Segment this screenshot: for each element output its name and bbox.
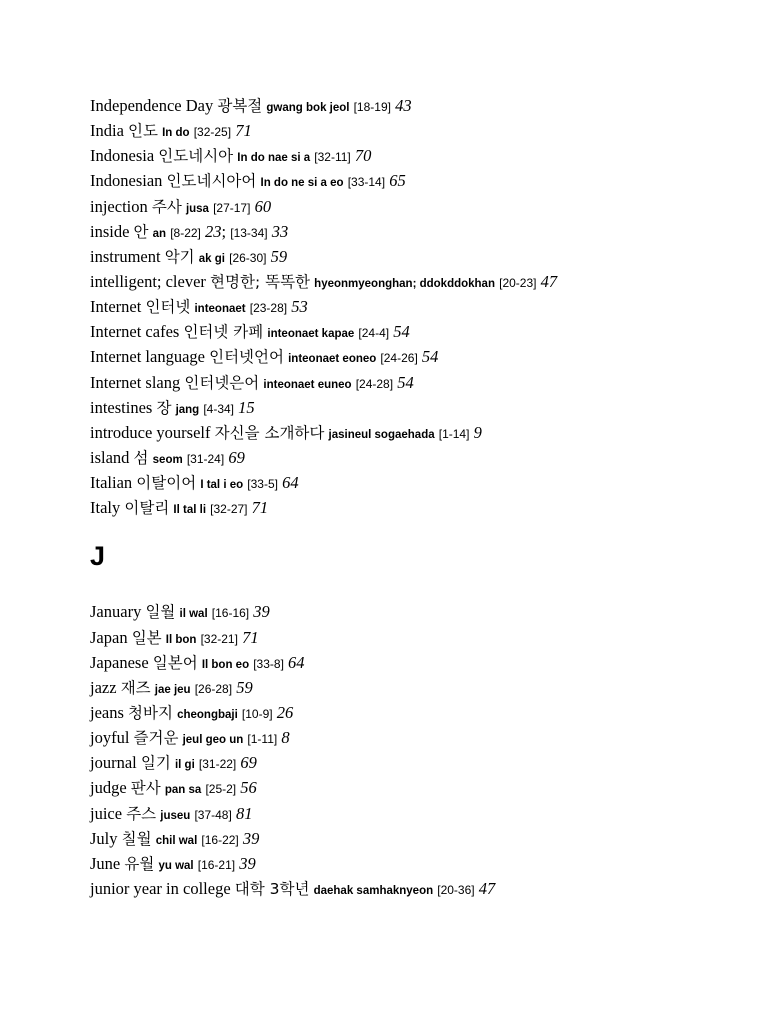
- page-number: 71: [235, 121, 252, 141]
- glossary-entry: [90, 750, 750, 775]
- glossary-entry: [90, 775, 750, 800]
- english-term: juice: [90, 803, 123, 823]
- page-number: 60: [254, 196, 272, 216]
- english-term: Italy: [90, 498, 121, 518]
- korean-term: 인터넷 카페: [183, 323, 264, 342]
- page-number: 54: [421, 347, 439, 367]
- glossary-entry: [90, 675, 750, 700]
- romanization: yu wal: [158, 859, 194, 872]
- lesson-reference: [32-11]: [314, 150, 351, 165]
- english-term: Japan: [90, 627, 128, 647]
- romanization: gwang bok jeol: [266, 102, 350, 114]
- glossary-entry: [90, 470, 750, 495]
- korean-term: 섬: [133, 448, 149, 467]
- romanization: inteonaet euneo: [263, 378, 352, 391]
- english-term: joyful: [90, 728, 130, 748]
- lesson-reference: [27-17]: [213, 200, 251, 215]
- korean-term: 자신을 소개하다: [214, 423, 325, 442]
- english-term: July: [90, 828, 118, 848]
- glossary-entry: [90, 244, 750, 269]
- section-i-entries: [90, 93, 750, 520]
- glossary-entry: [90, 420, 750, 445]
- english-term: Internet slang: [90, 372, 181, 392]
- glossary-entry: [90, 93, 750, 118]
- section-letter-heading: J: [90, 541, 106, 572]
- english-term: inside: [90, 221, 130, 241]
- lesson-reference: [26-30]: [229, 250, 267, 265]
- page-number: 71: [251, 498, 269, 518]
- korean-term: 판사: [130, 779, 161, 798]
- romanization: I tal i eo: [200, 479, 244, 492]
- korean-term: 주스: [126, 804, 157, 823]
- romanization: inteonaet: [194, 303, 246, 316]
- page-number: 39: [239, 853, 256, 873]
- english-term: instrument: [90, 246, 161, 266]
- romanization: chil wal: [155, 834, 198, 847]
- english-term: injection: [90, 196, 148, 216]
- lesson-reference: [20-36]: [437, 882, 475, 897]
- korean-term: 악기: [164, 247, 195, 266]
- glossary-entry: [90, 445, 750, 470]
- separator: ;: [221, 221, 227, 241]
- page-number: 39: [242, 828, 260, 848]
- section-j-entries: [90, 599, 750, 901]
- page-number: 71: [242, 627, 259, 647]
- page-number: 54: [397, 372, 414, 392]
- lesson-reference: [24-26]: [380, 351, 418, 366]
- korean-term: 일월: [145, 603, 176, 622]
- romanization: jae jeu: [154, 683, 191, 696]
- lesson-reference: [24-28]: [355, 376, 394, 391]
- english-term: judge: [90, 778, 127, 798]
- glossary-entry: [90, 269, 750, 294]
- glossary-entry: [90, 650, 750, 675]
- page-number: 64: [288, 652, 305, 672]
- english-term: jeans: [90, 702, 124, 722]
- glossary-entry: [90, 194, 750, 219]
- lesson-reference: [10-9]: [241, 706, 273, 721]
- lesson-reference: [24-4]: [358, 326, 390, 341]
- romanization: In do: [162, 127, 190, 140]
- page-number: 53: [291, 297, 308, 317]
- romanization: jusa: [185, 202, 209, 215]
- romanization: jang: [175, 403, 200, 416]
- english-term: Indonesia: [90, 146, 155, 166]
- english-term: junior year in college: [90, 878, 231, 898]
- romanization: seom: [152, 453, 183, 466]
- romanization: inteonaet eoneo: [288, 353, 377, 366]
- lesson-reference: [1-11]: [247, 732, 278, 747]
- romanization: Il bon: [165, 633, 197, 646]
- korean-term: 인터넷은어: [184, 373, 260, 392]
- glossary-page: [90, 93, 750, 901]
- glossary-entry: [90, 118, 750, 143]
- page-number: 70: [354, 146, 372, 166]
- lesson-reference: [31-24]: [186, 451, 225, 466]
- glossary-entry: [90, 294, 750, 319]
- page-number: 9: [473, 422, 482, 442]
- lesson-reference: [31-22]: [198, 757, 237, 772]
- korean-term: 인도네시아: [158, 147, 234, 166]
- romanization: an: [152, 227, 167, 240]
- romanization: jeul geo un: [182, 734, 244, 747]
- lesson-reference: [25-2]: [205, 782, 237, 797]
- korean-term: 장: [156, 398, 172, 417]
- korean-term: 유월: [124, 854, 155, 873]
- glossary-entry: [90, 876, 750, 901]
- romanization: jasineul sogaehada: [328, 428, 435, 441]
- romanization: ak gi: [198, 252, 225, 265]
- page-number: 39: [253, 602, 270, 622]
- korean-term: 이탈이어: [136, 474, 197, 493]
- romanization: il gi: [174, 759, 195, 772]
- page-number: 54: [393, 322, 410, 342]
- lesson-reference: [32-21]: [200, 631, 238, 646]
- page-number: 81: [235, 803, 253, 823]
- glossary-entry: [90, 395, 750, 420]
- korean-term: 칠월: [121, 829, 152, 848]
- glossary-entry: [90, 495, 750, 520]
- english-term: June: [90, 853, 121, 873]
- korean-term: 즐거운: [133, 729, 179, 748]
- korean-term: 이탈리: [124, 499, 170, 518]
- english-term: island: [90, 447, 130, 467]
- lesson-reference: [20-23]: [499, 275, 537, 290]
- lesson-reference: [1-14]: [438, 426, 470, 441]
- page-number: 47: [540, 271, 558, 291]
- english-term: introduce yourself: [90, 422, 211, 442]
- glossary-entry: [90, 725, 750, 750]
- lesson-reference: [32-27]: [210, 502, 248, 517]
- lesson-reference: [13-34]: [230, 225, 268, 240]
- korean-term: 현명한; 똑똑한: [210, 272, 311, 291]
- english-term: intestines: [90, 397, 153, 417]
- korean-term: 광복절: [217, 97, 263, 115]
- english-term: Internet cafes: [90, 322, 180, 342]
- lesson-reference: [16-21]: [197, 857, 236, 872]
- glossary-entry: [90, 700, 750, 725]
- romanization: Il tal li: [173, 504, 207, 517]
- english-term: Internet language: [90, 347, 205, 367]
- english-term: India: [90, 121, 124, 141]
- korean-term: 일본: [131, 628, 162, 647]
- korean-term: 안: [133, 222, 149, 241]
- lesson-reference: [33-14]: [347, 175, 386, 190]
- glossary-entry: [90, 826, 750, 851]
- page-number: 15: [238, 397, 255, 417]
- glossary-entry: [90, 319, 750, 344]
- romanization: In do nae si a: [237, 152, 311, 165]
- korean-term: 일본어: [152, 653, 198, 672]
- page-number: 47: [478, 878, 496, 898]
- lesson-reference: [33-8]: [253, 656, 284, 671]
- lesson-reference: [26-28]: [194, 681, 233, 696]
- glossary-entry: [90, 168, 750, 193]
- korean-term: 인도네시아어: [166, 172, 257, 191]
- lesson-reference: [18-19]: [353, 100, 391, 114]
- glossary-entry: [90, 801, 750, 826]
- lesson-reference: [33-5]: [247, 477, 278, 492]
- korean-term: 일기: [140, 754, 171, 773]
- page-number: 59: [236, 677, 253, 697]
- english-term: intelligent; clever: [90, 271, 206, 291]
- lesson-reference: [32-25]: [193, 125, 232, 140]
- lesson-reference: [37-48]: [194, 807, 232, 822]
- english-term: January: [90, 602, 142, 622]
- page-number: 59: [270, 246, 288, 266]
- english-term: Internet: [90, 297, 142, 317]
- english-term: Japanese: [90, 652, 149, 672]
- page-number: 43: [395, 96, 412, 115]
- glossary-entry: [90, 625, 750, 650]
- glossary-entry: [90, 344, 750, 369]
- romanization: il wal: [179, 608, 208, 621]
- romanization: In do ne si a eo: [260, 177, 344, 190]
- korean-term: 주사: [151, 197, 182, 216]
- korean-term: 인터넷: [145, 298, 191, 317]
- korean-term: 인터넷언어: [209, 348, 284, 367]
- romanization: Il bon eo: [201, 658, 250, 671]
- english-term: journal: [90, 753, 137, 773]
- korean-term: 청바지: [128, 703, 173, 722]
- lesson-reference: [4-34]: [203, 401, 235, 416]
- romanization: cheongbaji: [177, 708, 238, 721]
- page-number: 33: [271, 221, 289, 241]
- korean-term: 재즈: [120, 678, 151, 697]
- glossary-entry: [90, 851, 750, 876]
- glossary-entry: [90, 599, 750, 624]
- lesson-reference: [23-28]: [249, 301, 288, 316]
- lesson-reference: [16-22]: [201, 832, 239, 847]
- glossary-entry: [90, 370, 750, 395]
- page-number: 56: [240, 778, 257, 798]
- lesson-reference: [16-16]: [211, 606, 250, 621]
- romanization: inteonaet kapae: [267, 328, 355, 341]
- english-term: Italian: [90, 473, 133, 493]
- page-number: 65: [389, 171, 406, 191]
- english-term: jazz: [90, 677, 117, 697]
- page-number: 69: [228, 447, 245, 467]
- page-number: 8: [281, 728, 290, 748]
- korean-term: 인도: [128, 122, 158, 141]
- english-term: Indonesian: [90, 171, 163, 191]
- lesson-reference: [8-22]: [170, 225, 201, 240]
- page-number: 69: [240, 753, 257, 773]
- glossary-entry: [90, 219, 750, 244]
- romanization: juseu: [160, 809, 191, 822]
- page-number: 26: [276, 702, 294, 722]
- page-number: 64: [282, 473, 299, 493]
- romanization: hyeonmyeonghan; ddokddokhan: [314, 277, 495, 290]
- romanization: daehak samhaknyeon: [313, 884, 434, 897]
- romanization: pan sa: [164, 784, 202, 797]
- english-term: Independence Day: [90, 96, 214, 115]
- korean-term: 대학 3학년: [234, 879, 310, 898]
- page-number: 23: [205, 221, 222, 241]
- glossary-entry: [90, 143, 750, 168]
